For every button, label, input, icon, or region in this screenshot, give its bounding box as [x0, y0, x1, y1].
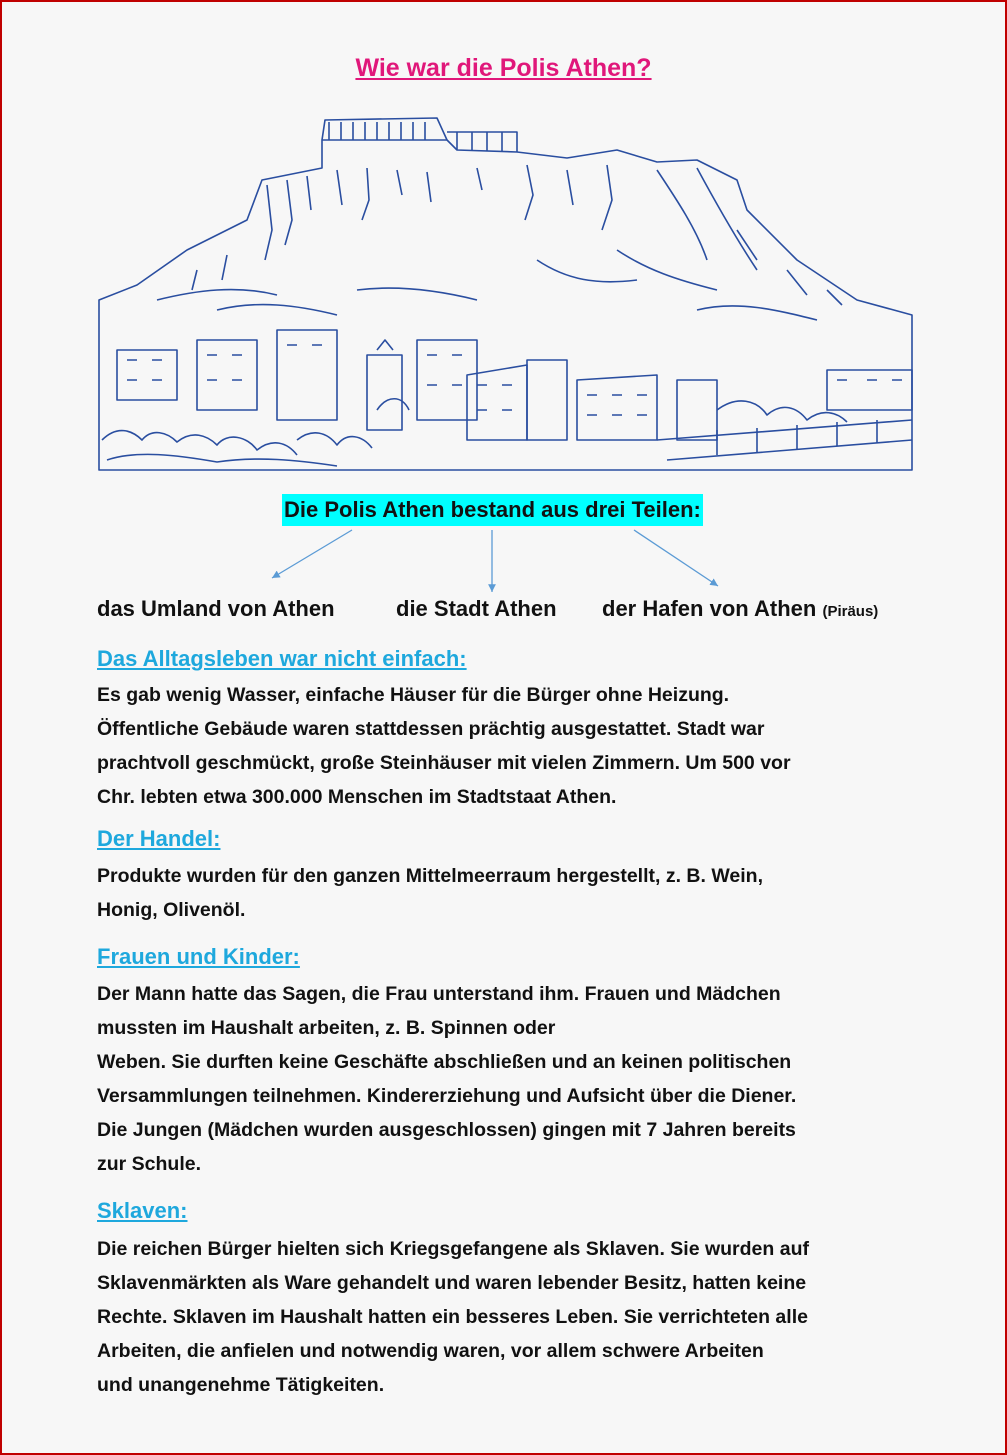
- arrows-diagram: [2, 522, 1005, 602]
- text-line: Chr. lebten etwa 300.000 Menschen im Stadtstaat Athen.: [97, 786, 617, 808]
- text-line: Die reichen Bürger hielten sich Kriegsgefangene als Sklaven. Sie wurden auf: [97, 1238, 809, 1260]
- text-line: mussten im Haushalt arbeiten, z. B. Spinnen oder: [97, 1017, 556, 1039]
- paragraph-frauen: [97, 977, 917, 1181]
- text-line: Weben. Sie durften keine Geschäfte abschließen und an keinen politischen: [97, 1051, 792, 1073]
- part-hafen: [602, 596, 878, 622]
- text-line: Rechte. Sklaven im Haushalt hatten ein besseres Leben. Sie verrichteten alle: [97, 1306, 808, 1328]
- heading-frauen: Frauen und Kinder:: [97, 944, 300, 969]
- part-stadt: die Stadt Athen: [396, 596, 557, 621]
- text-line: Produkte wurden für den ganzen Mittelmeerraum hergestellt, z. B. Wein,: [97, 865, 763, 887]
- text-line: Arbeiten, die anfielen und notwendig waren, vor allem schwere Arbeiten: [97, 1340, 764, 1362]
- paragraph-sklaven: [97, 1232, 917, 1402]
- text-line: prachtvoll geschmückt, große Steinhäuser mit vielen Zimmern. Um 500 vor: [97, 752, 791, 774]
- text-line: Sklavenmärkten als Ware gehandelt und waren lebender Besitz, hatten keine: [97, 1272, 807, 1294]
- text-line: Es gab wenig Wasser, einfache Häuser für die Bürger ohne Heizung.: [97, 684, 730, 706]
- paragraph-alltag: [97, 678, 917, 814]
- text-line: Honig, Olivenöl.: [97, 899, 246, 921]
- text-line: und unangenehme Tätigkeiten.: [97, 1374, 385, 1396]
- acropolis-illustration: [97, 110, 914, 478]
- part-hafen-note: (Piräus): [822, 603, 879, 620]
- text-line: Versammlungen teilnehmen. Kindererziehung und Aufsicht über die Diener.: [97, 1085, 797, 1107]
- paragraph-handel: [97, 859, 917, 927]
- text-line: Der Mann hatte das Sagen, die Frau unterstand ihm. Frauen und Mädchen: [97, 983, 781, 1005]
- heading-sklaven: Sklaven:: [97, 1198, 188, 1223]
- arrow-to-hafen: [634, 530, 718, 586]
- heading-handel: Der Handel:: [97, 826, 221, 851]
- parts-banner: Die Polis Athen bestand aus drei Teilen:: [282, 494, 703, 526]
- arrow-to-umland: [272, 530, 352, 578]
- text-line: Öffentliche Gebäude waren stattdessen prächtig ausgestattet. Stadt war: [97, 718, 765, 740]
- text-line: Die Jungen (Mädchen wurden ausgeschlossen) gingen mit 7 Jahren bereits: [97, 1119, 796, 1141]
- part-hafen-label: der Hafen von Athen: [602, 596, 817, 621]
- part-umland: das Umland von Athen: [97, 596, 335, 621]
- heading-alltag: Das Alltagsleben war nicht einfach:: [97, 646, 467, 671]
- text-line: zur Schule.: [97, 1153, 202, 1175]
- page-title: Wie war die Polis Athen?: [355, 54, 652, 82]
